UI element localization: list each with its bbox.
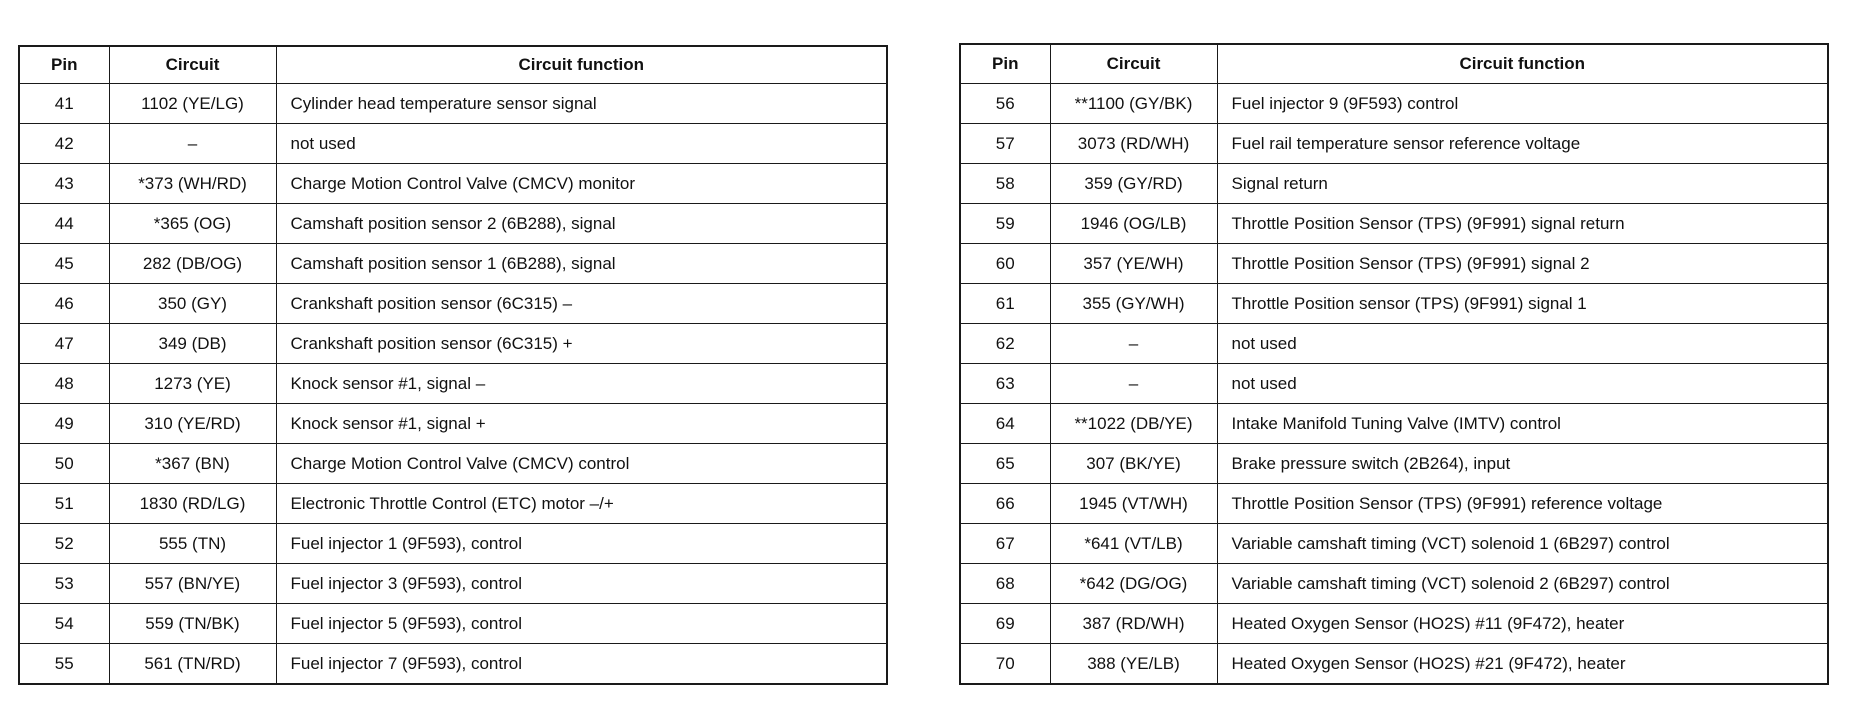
- circuit-cell: –: [1050, 324, 1217, 364]
- pin-cell: 67: [960, 524, 1050, 564]
- function-cell: Crankshaft position sensor (6C315) +: [276, 324, 887, 364]
- circuit-cell: 3073 (RD/WH): [1050, 124, 1217, 164]
- function-cell: Knock sensor #1, signal –: [276, 364, 887, 404]
- pin-cell: 64: [960, 404, 1050, 444]
- pin-cell: 52: [19, 524, 109, 564]
- table-row: [960, 124, 1828, 164]
- pin-cell: 69: [960, 604, 1050, 644]
- circuit-cell: *365 (OG): [109, 204, 276, 244]
- circuit-cell: 310 (YE/RD): [109, 404, 276, 444]
- circuit-cell: *642 (DG/OG): [1050, 564, 1217, 604]
- function-cell: Intake Manifold Tuning Valve (IMTV) control: [1217, 404, 1828, 444]
- circuit-column-header: Circuit: [109, 46, 276, 84]
- function-cell: Throttle Position sensor (TPS) (9F991) signal 1: [1217, 284, 1828, 324]
- table-row: [19, 284, 887, 324]
- circuit-cell: 559 (TN/BK): [109, 604, 276, 644]
- pin-cell: 59: [960, 204, 1050, 244]
- function-cell: Throttle Position Sensor (TPS) (9F991) reference voltage: [1217, 484, 1828, 524]
- table-row: [960, 84, 1828, 124]
- pin-cell: 45: [19, 244, 109, 284]
- pin-table-right: [959, 43, 1829, 685]
- pin-cell: 66: [960, 484, 1050, 524]
- pin-table-left: [18, 45, 888, 685]
- pin-cell: 56: [960, 84, 1050, 124]
- table-row: [960, 244, 1828, 284]
- function-cell: Crankshaft position sensor (6C315) –: [276, 284, 887, 324]
- function-cell: Fuel injector 5 (9F593), control: [276, 604, 887, 644]
- pin-cell: 42: [19, 124, 109, 164]
- pin-column-header: Pin: [19, 46, 109, 84]
- function-cell: Cylinder head temperature sensor signal: [276, 84, 887, 124]
- function-cell: not used: [1217, 364, 1828, 404]
- table-row: [960, 204, 1828, 244]
- table-body: [960, 84, 1828, 685]
- table-row: [960, 524, 1828, 564]
- table-row: [19, 124, 887, 164]
- pin-cell: 49: [19, 404, 109, 444]
- table-row: [960, 164, 1828, 204]
- circuit-cell: *367 (BN): [109, 444, 276, 484]
- table-row: [19, 324, 887, 364]
- pin-cell: 44: [19, 204, 109, 244]
- function-cell: not used: [1217, 324, 1828, 364]
- circuit-cell: 307 (BK/YE): [1050, 444, 1217, 484]
- pin-cell: 70: [960, 644, 1050, 685]
- circuit-cell: 1102 (YE/LG): [109, 84, 276, 124]
- circuit-cell: 1830 (RD/LG): [109, 484, 276, 524]
- circuit-cell: 387 (RD/WH): [1050, 604, 1217, 644]
- circuit-cell: *641 (VT/LB): [1050, 524, 1217, 564]
- circuit-cell: –: [1050, 364, 1217, 404]
- pin-cell: 68: [960, 564, 1050, 604]
- pin-cell: 54: [19, 604, 109, 644]
- function-cell: Fuel injector 9 (9F593) control: [1217, 84, 1828, 124]
- function-cell: Signal return: [1217, 164, 1828, 204]
- table-row: [960, 284, 1828, 324]
- function-cell: Charge Motion Control Valve (CMCV) control: [276, 444, 887, 484]
- table-row: [960, 604, 1828, 644]
- circuit-cell: 357 (YE/WH): [1050, 244, 1217, 284]
- table-header-row: [19, 46, 887, 84]
- table-row: [19, 484, 887, 524]
- table-row: [960, 564, 1828, 604]
- table-row: [19, 524, 887, 564]
- circuit-cell: 557 (BN/YE): [109, 564, 276, 604]
- table-row: [19, 244, 887, 284]
- function-cell: Brake pressure switch (2B264), input: [1217, 444, 1828, 484]
- table-row: [960, 444, 1828, 484]
- pin-cell: 51: [19, 484, 109, 524]
- function-cell: Camshaft position sensor 1 (6B288), signal: [276, 244, 887, 284]
- circuit-cell: 561 (TN/RD): [109, 644, 276, 685]
- pin-cell: 53: [19, 564, 109, 604]
- pin-cell: 58: [960, 164, 1050, 204]
- pin-cell: 61: [960, 284, 1050, 324]
- circuit-cell: 555 (TN): [109, 524, 276, 564]
- circuit-cell: 1945 (VT/WH): [1050, 484, 1217, 524]
- table-row: [19, 564, 887, 604]
- function-cell: not used: [276, 124, 887, 164]
- circuit-cell: 282 (DB/OG): [109, 244, 276, 284]
- table-row: [960, 484, 1828, 524]
- table-row: [19, 604, 887, 644]
- circuit-cell: *373 (WH/RD): [109, 164, 276, 204]
- circuit-cell: 1273 (YE): [109, 364, 276, 404]
- pin-cell: 62: [960, 324, 1050, 364]
- table-row: [960, 404, 1828, 444]
- function-cell: Fuel injector 1 (9F593), control: [276, 524, 887, 564]
- table-header-row: [960, 44, 1828, 84]
- pin-cell: 47: [19, 324, 109, 364]
- pin-cell: 50: [19, 444, 109, 484]
- function-column-header: Circuit function: [276, 46, 887, 84]
- circuit-cell: 359 (GY/RD): [1050, 164, 1217, 204]
- table-row: [19, 84, 887, 124]
- circuit-cell: **1100 (GY/BK): [1050, 84, 1217, 124]
- circuit-cell: 1946 (OG/LB): [1050, 204, 1217, 244]
- function-cell: Fuel rail temperature sensor reference voltage: [1217, 124, 1828, 164]
- function-cell: Fuel injector 3 (9F593), control: [276, 564, 887, 604]
- pin-cell: 57: [960, 124, 1050, 164]
- table-row: [960, 644, 1828, 685]
- pin-cell: 41: [19, 84, 109, 124]
- pin-cell: 43: [19, 164, 109, 204]
- function-cell: Camshaft position sensor 2 (6B288), signal: [276, 204, 887, 244]
- function-column-header: Circuit function: [1217, 44, 1828, 84]
- function-cell: Charge Motion Control Valve (CMCV) monitor: [276, 164, 887, 204]
- circuit-cell: 349 (DB): [109, 324, 276, 364]
- circuit-cell: 350 (GY): [109, 284, 276, 324]
- function-cell: Variable camshaft timing (VCT) solenoid 2 (6B297) control: [1217, 564, 1828, 604]
- pin-cell: 48: [19, 364, 109, 404]
- table-row: [19, 644, 887, 685]
- pin-cell: 46: [19, 284, 109, 324]
- table-row: [19, 204, 887, 244]
- circuit-column-header: Circuit: [1050, 44, 1217, 84]
- circuit-cell: **1022 (DB/YE): [1050, 404, 1217, 444]
- circuit-cell: –: [109, 124, 276, 164]
- table-body: [19, 84, 887, 685]
- function-cell: Knock sensor #1, signal +: [276, 404, 887, 444]
- table-row: [19, 404, 887, 444]
- function-cell: Variable camshaft timing (VCT) solenoid 1 (6B297) control: [1217, 524, 1828, 564]
- function-cell: Throttle Position Sensor (TPS) (9F991) signal return: [1217, 204, 1828, 244]
- function-cell: Heated Oxygen Sensor (HO2S) #11 (9F472), heater: [1217, 604, 1828, 644]
- function-cell: Heated Oxygen Sensor (HO2S) #21 (9F472), heater: [1217, 644, 1828, 685]
- function-cell: Throttle Position Sensor (TPS) (9F991) signal 2: [1217, 244, 1828, 284]
- table-row: [960, 324, 1828, 364]
- pin-cell: 60: [960, 244, 1050, 284]
- pin-column-header: Pin: [960, 44, 1050, 84]
- circuit-cell: 355 (GY/WH): [1050, 284, 1217, 324]
- circuit-cell: 388 (YE/LB): [1050, 644, 1217, 685]
- pin-cell: 63: [960, 364, 1050, 404]
- table-row: [960, 364, 1828, 404]
- table-row: [19, 164, 887, 204]
- function-cell: Electronic Throttle Control (ETC) motor –/+: [276, 484, 887, 524]
- table-row: [19, 364, 887, 404]
- table-row: [19, 444, 887, 484]
- function-cell: Fuel injector 7 (9F593), control: [276, 644, 887, 685]
- pin-cell: 65: [960, 444, 1050, 484]
- pin-cell: 55: [19, 644, 109, 685]
